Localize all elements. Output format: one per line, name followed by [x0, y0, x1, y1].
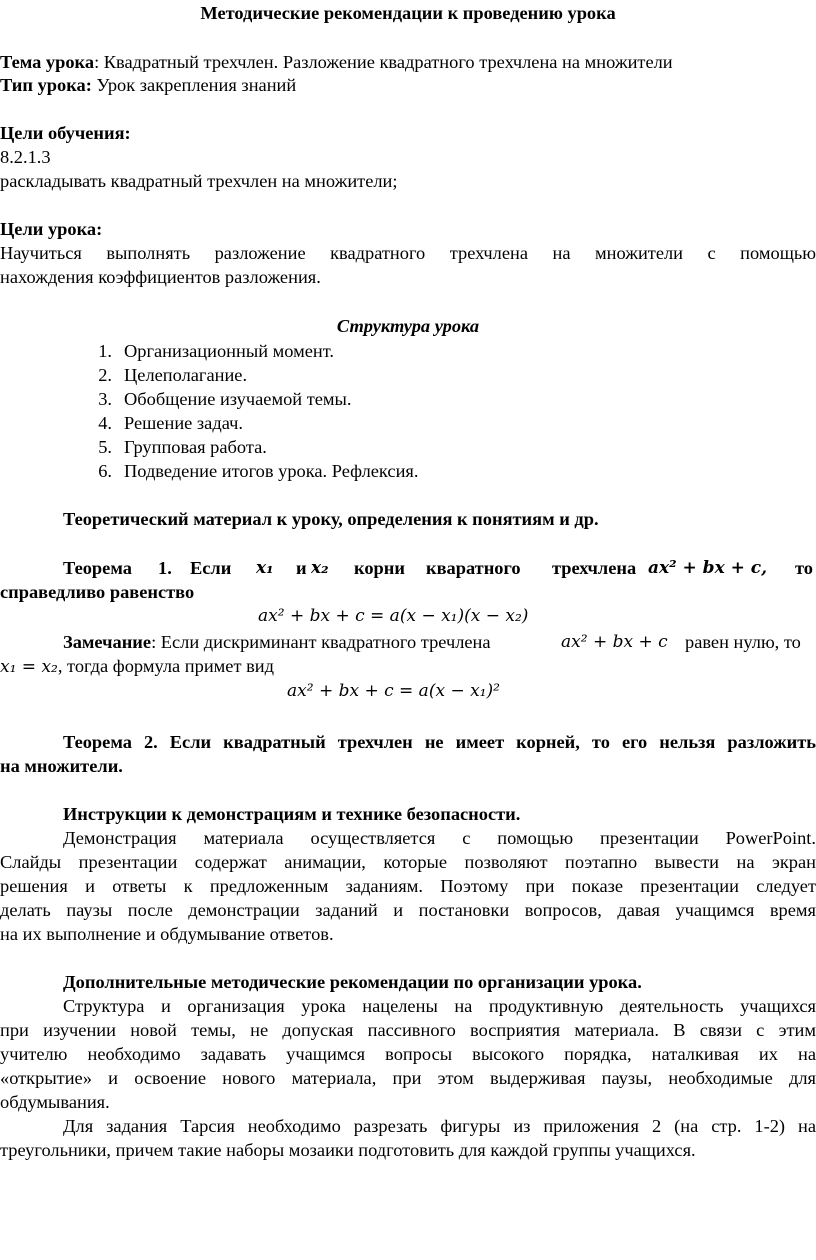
remark-formula: ax² + bx + c = a(x − x₁)²: [287, 681, 500, 701]
learning-goals-heading: Цели обучения:: [0, 123, 131, 143]
instructions-line: решения и ответы к предложенным заданиям. Поэтому при показе презентации следует: [0, 876, 816, 896]
structure-item: 6. Подведение итогов урока. Рефлексия.: [98, 461, 419, 481]
instructions-line: Демонстрация материала осуществляется с помощью презентации PowerPoint.: [63, 828, 816, 848]
lesson-type-label: Тип урока:: [0, 75, 92, 95]
additional-heading: Дополнительные методические рекомендации по организации урока.: [63, 972, 642, 992]
additional-line: «открытие» и освоение нового материала, при этом выдерживая паузы, необходимые для: [0, 1068, 816, 1088]
lesson-goals-line1: Научиться выполнять разложение квадратного трехчлена на множители с помощью: [0, 243, 816, 263]
lesson-type-line: [0, 74, 816, 98]
instructions-line: делать паузы после демонстрации заданий и постановки вопросов, давая учащимся время: [0, 900, 816, 920]
remark-label: Замечание: [63, 632, 152, 652]
theorem2-line1: Теорема 2. Если квадратный трехчлен не имеет корней, то его нельзя разложить: [63, 732, 816, 752]
theorem2-line2: на множители.: [0, 756, 123, 776]
learning-goals-text: раскладывать квадратный трехчлен на множители;: [0, 171, 398, 191]
lesson-goals-line2: нахождения коэффициентов разложения.: [0, 267, 321, 287]
remark-line2: x₁ = x₂, тогда формула примет вид: [0, 656, 274, 677]
topic-line: [0, 51, 816, 75]
structure-heading: Структура урока: [336, 316, 480, 336]
instructions-line: Слайды презентации содержат анимации, которые позволяют поэтапно вывести на экран: [0, 852, 816, 872]
lesson-type-value: Урок закрепления знаний: [91, 75, 297, 95]
theorem1-formula: ax² + bx + c = a(x − x₁)(x − x₂): [258, 606, 529, 626]
topic-label: Тема урока: [0, 52, 95, 72]
additional-line: Для задания Тарсия необходимо разрезать фигуры из приложения 2 (на стр. 1-2) на: [63, 1116, 816, 1136]
structure-item: 1. Организационный момент.: [98, 341, 335, 361]
additional-line: при изучении новой темы, не допуская пассивного восприятия материала. В связи с этим: [0, 1020, 816, 1040]
additional-line: учителю необходимо задавать учащимся вопросы высокого порядка, наталкивая их на: [0, 1044, 816, 1064]
structure-item: 5. Групповая работа.: [98, 437, 267, 457]
theory-heading: Теоретический материал к уроку, определения к понятиям и др.: [63, 509, 599, 529]
additional-line: треугольники, причем такие наборы мозаики подготовить для каждой группы учащихся.: [0, 1140, 696, 1160]
structure-item: 4. Решение задач.: [98, 413, 243, 433]
lesson-goals-heading: Цели урока:: [0, 219, 103, 239]
learning-goals-code: 8.2.1.3: [0, 147, 51, 167]
additional-line: Структура и организация урока нацелены на продуктивную деятельность учащихся: [63, 996, 816, 1016]
instructions-heading: Инструкции к демонстрациям и технике безопасности.: [63, 804, 521, 824]
document-title: Методические рекомендации к проведению урока: [200, 3, 616, 23]
topic-value: : Квадратный трехчлен. Разложение квадратного трехчлена на множители: [94, 52, 673, 72]
theorem1-line2: справедливо равенство: [0, 582, 195, 602]
instructions-line: на их выполнение и обдумывание ответов.: [0, 924, 334, 944]
structure-item: 2. Целеполагание.: [98, 365, 248, 385]
structure-item: 3. Обобщение изучаемой темы.: [98, 389, 352, 409]
additional-line: обдумывания.: [0, 1092, 110, 1112]
